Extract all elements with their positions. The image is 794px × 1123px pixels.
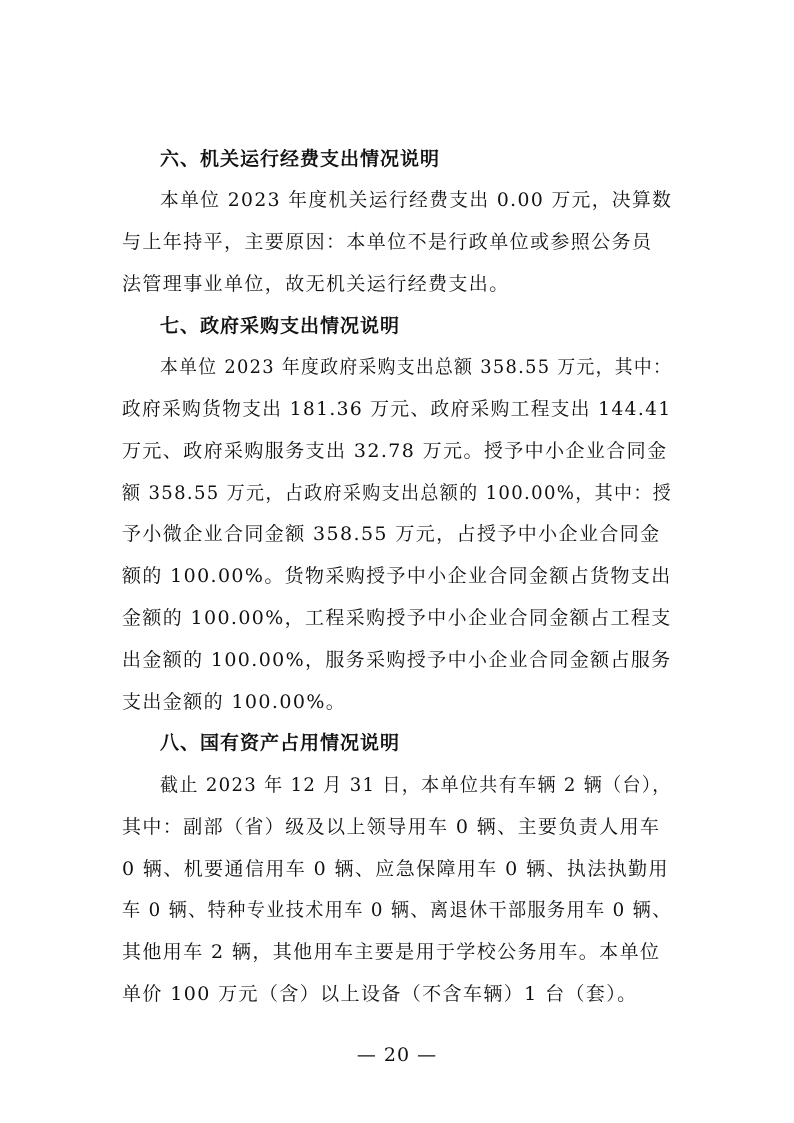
section-6-line-1: 本单位 2023 年度机关运行经费支出 0.00 万元，决算数	[160, 189, 673, 211]
section-7-line-7: 金额的 100.00%，工程采购授予中小企业合同金额占工程支	[122, 607, 672, 629]
section-6-heading: 六、机关运行经费支出情况说明	[160, 148, 441, 170]
section-8-line-4: 车 0 辆、特种专业技术用车 0 辆、离退休干部服务用车 0 辆、	[122, 899, 672, 921]
section-7-line-1: 本单位 2023 年度政府采购支出总额 358.55 万元，其中：	[160, 356, 673, 378]
section-7-line-2: 政府采购货物支出 181.36 万元、政府采购工程支出 144.41	[122, 398, 672, 420]
page-number: — 20 —	[356, 1044, 438, 1066]
section-8-line-5: 其他用车 2 辆，其他用车主要是用于学校公务用车。本单位	[122, 941, 661, 963]
section-8-line-6: 单价 100 万元（含）以上设备（不含车辆）1 台（套）。	[122, 983, 638, 1005]
section-7-line-9: 支出金额的 100.00%。	[122, 691, 347, 713]
section-8-line-3: 0 辆、机要通信用车 0 辆、应急保障用车 0 辆、执法执勤用	[122, 858, 669, 880]
section-6-line-3: 法管理事业单位，故无机关运行经费支出。	[122, 273, 510, 295]
section-8-line-2: 其中：副部（省）级及以上领导用车 0 辆、主要负责人用车	[122, 816, 661, 838]
section-6-line-2: 与上年持平，主要原因：本单位不是行政单位或参照公务员	[122, 231, 653, 253]
section-8-line-1: 截止 2023 年 12 月 31 日，本单位共有车辆 2 辆（台），	[160, 774, 672, 796]
section-7-line-3: 万元、政府采购服务支出 32.78 万元。授予中小企业合同金	[122, 440, 668, 462]
section-7-line-6: 额的 100.00%。货物采购授予中小企业合同金额占货物支出	[122, 565, 672, 587]
section-7-line-4: 额 358.55 万元，占政府采购支出总额的 100.00%，其中：授	[122, 482, 673, 504]
section-7-line-5: 予小微企业合同金额 358.55 万元，占授予中小企业合同金	[122, 523, 661, 545]
section-8-heading: 八、国有资产占用情况说明	[160, 732, 401, 754]
section-7-line-8: 出金额的 100.00%，服务采购授予中小企业合同金额占服务	[122, 649, 672, 671]
section-7-heading: 七、政府采购支出情况说明	[160, 315, 401, 337]
